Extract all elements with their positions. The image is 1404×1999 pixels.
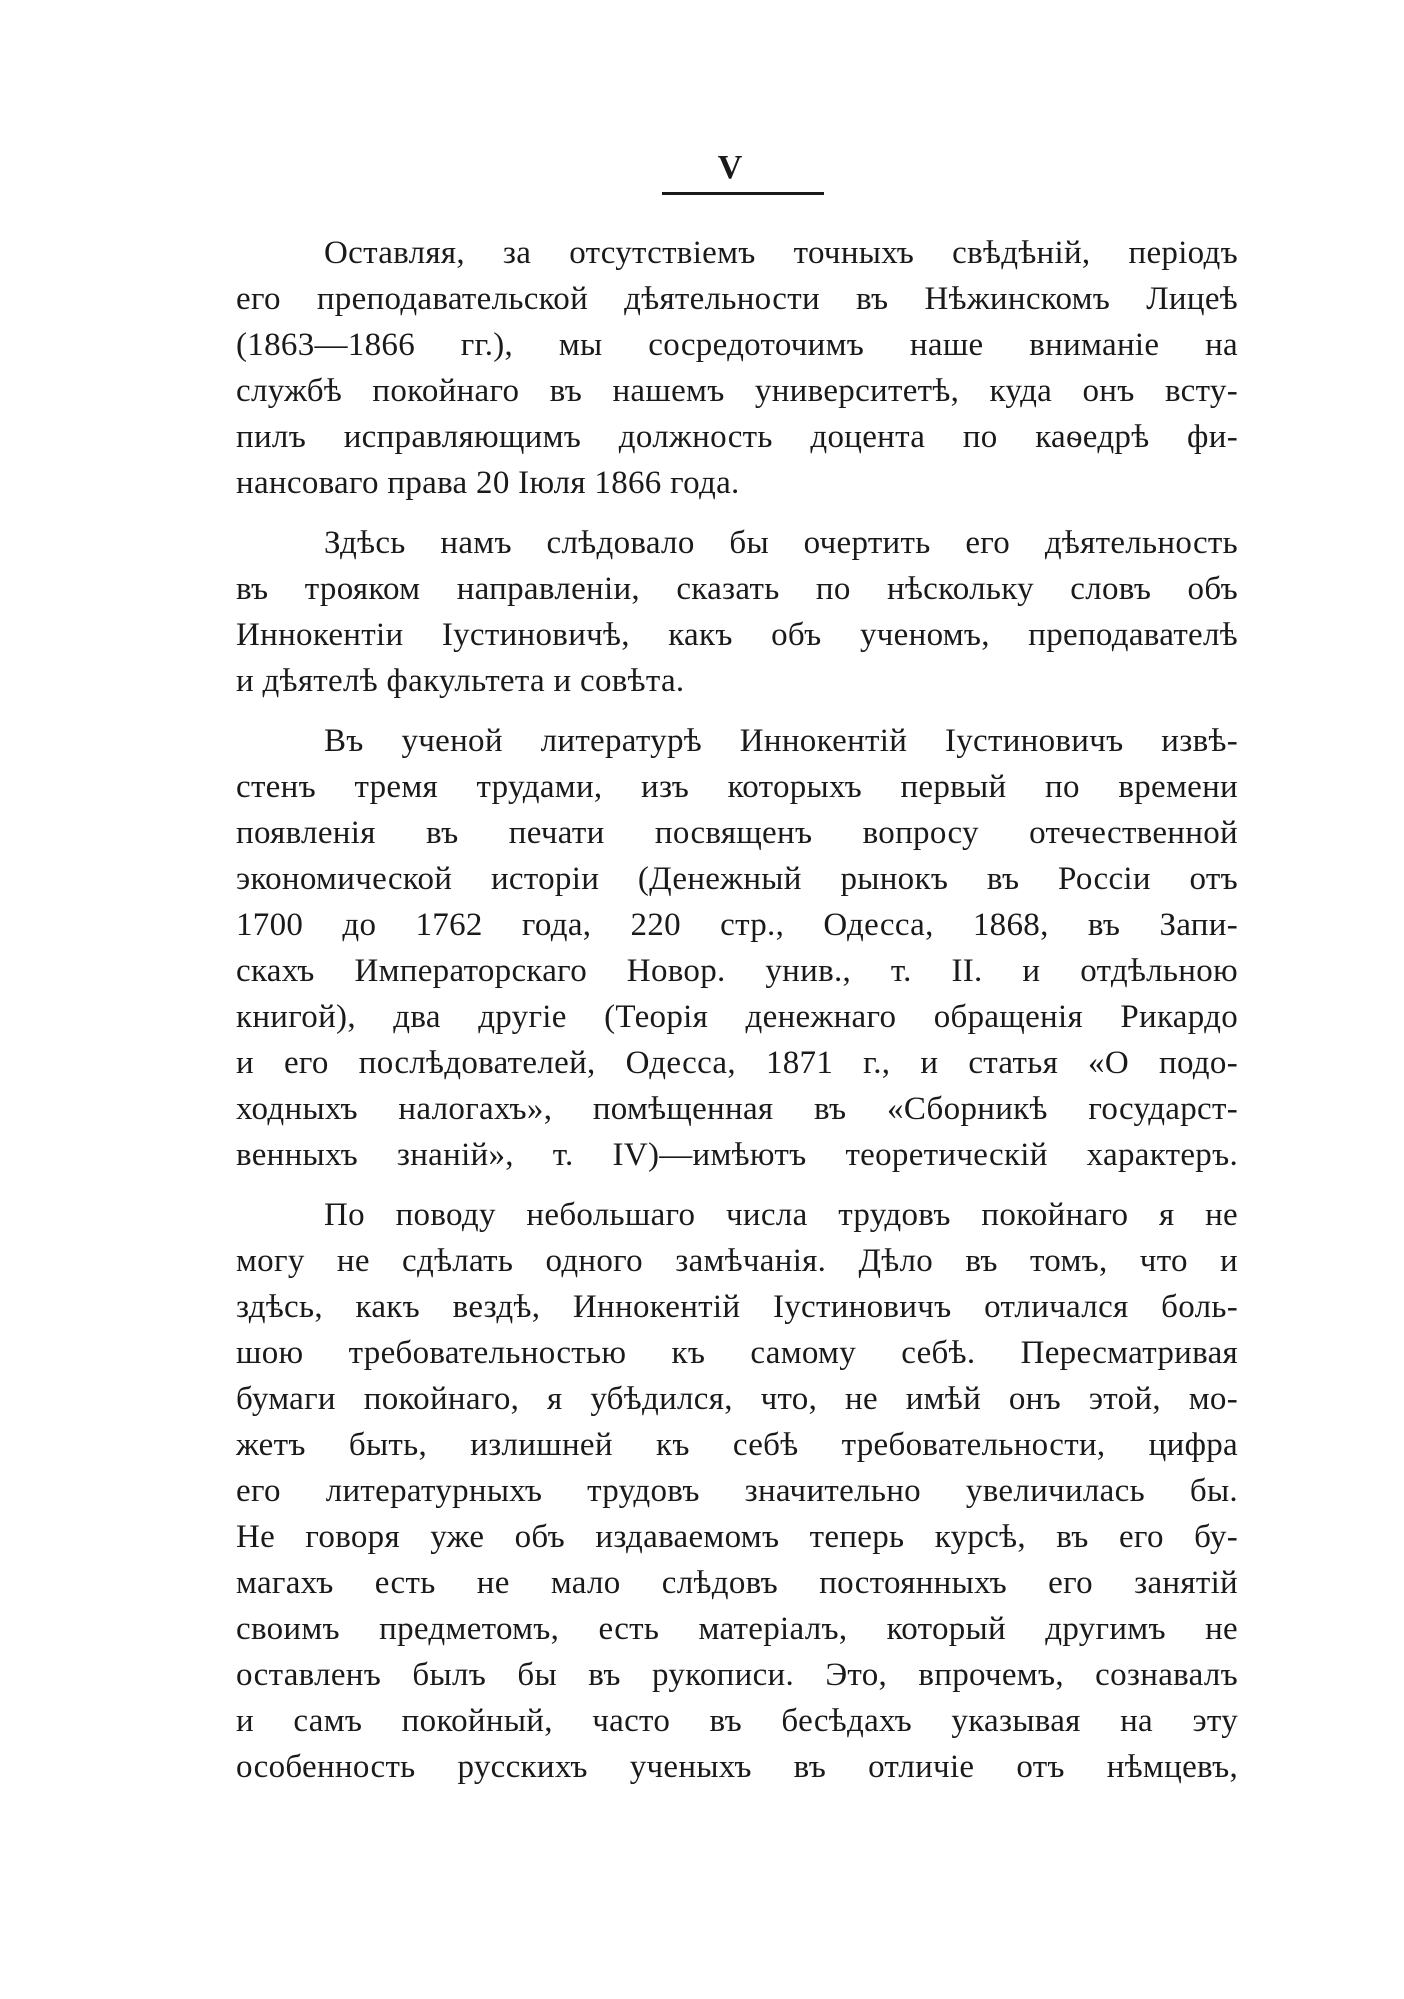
paragraph-1 (236, 230, 1238, 506)
text-line: Здѣсь намъ слѣдовало бы очертить его дѣятельность (324, 525, 1238, 561)
text-line: 1700 до 1762 года, 220 стр., Одесса, 1868, въ Запи- (236, 907, 1238, 943)
text-line: въ трояком направленіи, сказать по нѣскольку словъ объ (236, 571, 1238, 607)
paragraph-4 (236, 1192, 1238, 1790)
text-line: особенность русскихъ ученыхъ въ отличіе отъ нѣмцевъ, (236, 1749, 1238, 1785)
text-line: жетъ быть, излишней къ себѣ требовательности, цифра (236, 1427, 1238, 1463)
body-text (236, 230, 1238, 1790)
text-line: и дѣятелѣ факультета и совѣта. (236, 663, 685, 699)
text-line: Въ ученой литературѣ Иннокентій Іустиновичъ извѣ- (324, 723, 1238, 759)
text-line: По поводу небольшаго числа трудовъ покойнаго я не (324, 1197, 1238, 1233)
text-line: и его послѣдователей, Одесса, 1871 г., и статья «О подо- (236, 1045, 1238, 1081)
text-line: и самъ покойный, часто въ бесѣдахъ указывая на эту (236, 1703, 1238, 1739)
text-line: стенъ тремя трудами, изъ которыхъ первый по времени (236, 769, 1238, 805)
text-line: нансоваго права 20 Іюля 1866 года. (236, 465, 740, 501)
text-line: (1863—1866 гг.), мы сосредоточимъ наше вниманіе на (236, 327, 1238, 363)
paragraph-2 (236, 520, 1238, 704)
text-line: магахъ есть не мало слѣдовъ постоянныхъ его занятій (236, 1565, 1238, 1601)
text-line: Не говоря уже объ издаваемомъ теперь курсѣ, въ его бу- (236, 1519, 1238, 1555)
text-line: книгой), два другіе (Теорія денежнаго обращенія Рикардо (236, 999, 1238, 1035)
text-line: венныхъ знаній», т. IV)—имѣютъ теоретическій характеръ. (236, 1137, 1238, 1173)
text-line: Иннокентіи Іустиновичѣ, какъ объ ученомъ, преподавателѣ (236, 617, 1238, 653)
text-line: ходныхъ налогахъ», помѣщенная въ «Сборникѣ государст- (236, 1091, 1238, 1127)
text-line: оставленъ былъ бы въ рукописи. Это, впрочемъ, сознавалъ (236, 1657, 1238, 1693)
text-line: шою требовательностью къ самому себѣ. Пересматривая (236, 1335, 1238, 1371)
text-line: экономической исторіи (Денежный рынокъ въ Россіи отъ (236, 861, 1238, 897)
text-line: бумаги покойнаго, я убѣдился, что, не имѣй онъ этой, мо- (236, 1381, 1238, 1417)
text-line: Оставляя, за отсутствіемъ точныхъ свѣдѣній, періодъ (324, 235, 1238, 271)
text-line: здѣсь, какъ вездѣ, Иннокентій Іустиновичъ отличался боль- (236, 1289, 1238, 1325)
text-line: пилъ исправляющимъ должность доцента по каѳедрѣ фи- (236, 419, 1238, 455)
text-line: его преподавательской дѣятельности въ Нѣжинскомъ Лицеѣ (236, 281, 1238, 317)
text-line: скахъ Императорскаго Новор. унив., т. II. и отдѣльною (236, 953, 1238, 989)
text-line: его литературныхъ трудовъ значительно увеличилась бы. (236, 1473, 1238, 1509)
text-line: могу не сдѣлать одного замѣчанія. Дѣло въ томъ, что и (236, 1243, 1238, 1279)
header-rule (662, 192, 824, 195)
page-number: V (717, 149, 743, 186)
text-line: появленія въ печати посвященъ вопросу отечественной (236, 815, 1238, 851)
paragraph-3 (236, 718, 1238, 1178)
text-line: своимъ предметомъ, есть матеріалъ, который другимъ не (236, 1611, 1238, 1647)
text-line: службѣ покойнаго въ нашемъ университетѣ, куда онъ всту- (236, 373, 1238, 409)
